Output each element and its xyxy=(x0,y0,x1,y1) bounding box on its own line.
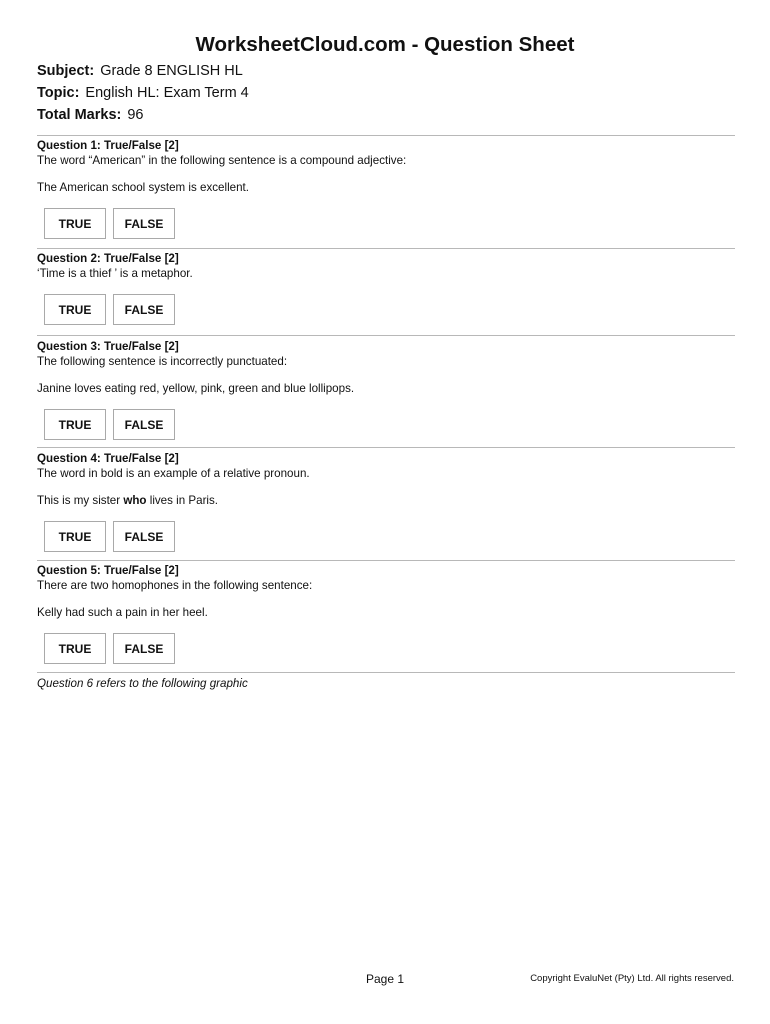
question-4-heading: Question 4: True/False [2] xyxy=(37,452,179,465)
question-3 xyxy=(37,340,735,440)
question-3-heading: Question 3: True/False [2] xyxy=(37,340,179,353)
subject-line xyxy=(37,63,243,79)
question-1-true-button[interactable]: TRUE xyxy=(44,208,106,239)
divider xyxy=(37,335,735,336)
question-2-text: ‘Time is a thief ’ is a metaphor. xyxy=(37,267,193,280)
topic-line xyxy=(37,85,249,101)
question-1 xyxy=(37,139,735,239)
question-2-answers xyxy=(44,294,735,325)
question-1-answers xyxy=(44,208,735,239)
divider xyxy=(37,447,735,448)
question-3-sentence: Janine loves eating red, yellow, pink, green and blue lollipops. xyxy=(37,382,355,395)
divider xyxy=(37,248,735,249)
divider xyxy=(37,560,735,561)
question-2-heading: Question 2: True/False [2] xyxy=(37,252,179,265)
question-2-false-button[interactable]: FALSE xyxy=(113,294,175,325)
subject-label: Subject: xyxy=(37,63,95,79)
question-5-text: There are two homophones in the following sentence: xyxy=(37,579,313,592)
question-5-answers xyxy=(44,633,735,664)
question-4-sentence-start: This is my sister xyxy=(37,494,124,507)
question-2-true-button[interactable]: TRUE xyxy=(44,294,106,325)
copyright-notice: Copyright EvaluNet (Pty) Ltd. All rights reserved. xyxy=(530,973,734,984)
question-2 xyxy=(37,252,735,325)
total-marks-value: 96 xyxy=(127,107,144,123)
question-5 xyxy=(37,564,735,664)
question-5-false-button[interactable]: FALSE xyxy=(113,633,175,664)
total-marks-line xyxy=(37,107,143,123)
question-3-false-button[interactable]: FALSE xyxy=(113,409,175,440)
question-4-true-button[interactable]: TRUE xyxy=(44,521,106,552)
page-title: WorksheetCloud.com - Question Sheet xyxy=(195,33,575,56)
question-1-sentence: The American school system is excellent. xyxy=(37,181,249,194)
question-4-bold-word: who xyxy=(123,494,147,507)
topic-value: English HL: Exam Term 4 xyxy=(85,85,249,101)
question-5-true-button[interactable]: TRUE xyxy=(44,633,106,664)
question-4-false-button[interactable]: FALSE xyxy=(113,521,175,552)
question-4-text: The word in bold is an example of a relative pronoun. xyxy=(37,467,310,480)
question-4-sentence xyxy=(37,493,735,509)
question-3-text: The following sentence is incorrectly punctuated: xyxy=(37,355,288,368)
question-1-heading: Question 1: True/False [2] xyxy=(37,139,179,152)
question-4-answers xyxy=(44,521,735,552)
total-marks-label: Total Marks: xyxy=(37,107,122,123)
page-number: Page 1 xyxy=(366,972,405,986)
divider xyxy=(37,135,735,136)
divider xyxy=(37,672,735,673)
question-3-answers xyxy=(44,409,735,440)
question-4 xyxy=(37,452,735,552)
question-1-false-button[interactable]: FALSE xyxy=(113,208,175,239)
graphic-note: Question 6 refers to the following graphic xyxy=(37,677,248,690)
question-5-heading: Question 5: True/False [2] xyxy=(37,564,179,577)
question-5-sentence: Kelly had such a pain in her heel. xyxy=(37,606,208,619)
topic-label: Topic: xyxy=(37,85,80,101)
question-4-sentence-end: lives in Paris. xyxy=(146,494,219,507)
question-3-true-button[interactable]: TRUE xyxy=(44,409,106,440)
subject-value: Grade 8 ENGLISH HL xyxy=(100,63,243,79)
question-1-text: The word “American” in the following sentence is a compound adjective: xyxy=(37,154,407,167)
